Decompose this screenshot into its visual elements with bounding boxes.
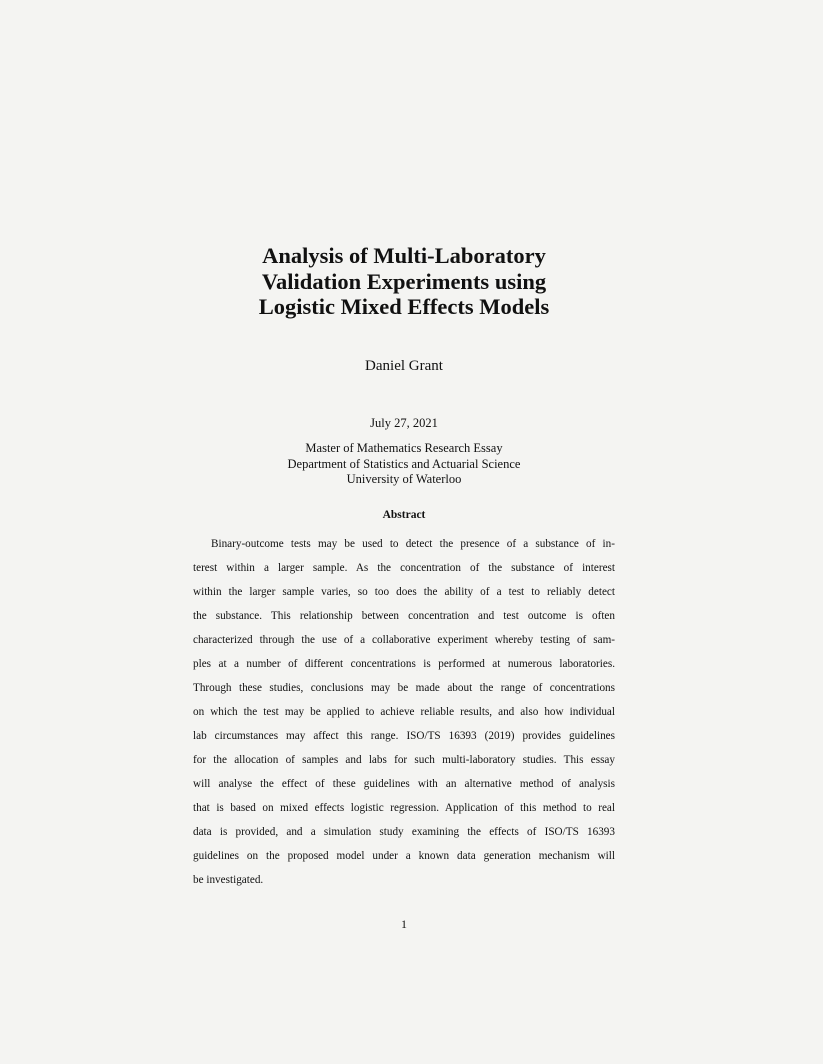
affiliation-line: Department of Statistics and Actuarial Science bbox=[287, 456, 521, 471]
abstract-body bbox=[193, 537, 615, 897]
abstract-line: Through these studies, conclusions may be made about the range of concentrations bbox=[193, 682, 615, 694]
abstract-line: terest within a larger sample. As the concentration of the substance of interest bbox=[193, 562, 615, 574]
abstract-line: on which the test may be applied to achieve reliable results, and also how individual bbox=[193, 706, 615, 718]
author-name: Daniel Grant bbox=[365, 358, 443, 374]
affiliation-line: University of Waterloo bbox=[346, 472, 462, 487]
affiliation-line: Master of Mathematics Research Essay bbox=[305, 441, 503, 455]
abstract-line: be investigated. bbox=[193, 874, 264, 886]
abstract-line: the substance. This relationship between concentration and test outcome is often bbox=[193, 610, 615, 622]
abstract-line: characterized through the use of a collaborative experiment whereby testing of sam- bbox=[193, 634, 615, 646]
abstract-line: data is provided, and a simulation study examining the effects of ISO/TS 16393 bbox=[193, 826, 615, 838]
abstract-line: that is based on mixed effects logistic regression. Application of this method to real bbox=[193, 802, 615, 814]
abstract-line: within the larger sample varies, so too does the ability of a test to reliably detect bbox=[193, 586, 615, 598]
abstract-line: ples at a number of different concentrations is performed at numerous laboratories. bbox=[193, 658, 615, 670]
abstract-line: guidelines on the proposed model under a known data generation mechanism will bbox=[193, 850, 615, 862]
paper-title bbox=[0, 243, 808, 320]
title-line: Analysis of Multi-Laboratory bbox=[262, 243, 546, 268]
abstract-line: lab circumstances may affect this range. ISO/TS 16393 (2019) provides guidelines bbox=[193, 730, 615, 742]
affiliation-block bbox=[0, 441, 808, 488]
abstract-heading: Abstract bbox=[382, 509, 426, 521]
abstract-line: for the allocation of samples and labs for such multi-laboratory studies. This essay bbox=[193, 754, 615, 766]
abstract-line: Binary-outcome tests may be used to detect the presence of a substance of in- bbox=[211, 538, 615, 550]
title-line: Logistic Mixed Effects Models bbox=[258, 294, 550, 319]
abstract-line: will analyse the effect of these guidelines with an alternative method of analysis bbox=[193, 778, 615, 790]
page-number: 1 bbox=[401, 917, 407, 931]
publication-date: July 27, 2021 bbox=[370, 416, 438, 430]
title-line: Validation Experiments using bbox=[261, 268, 547, 294]
